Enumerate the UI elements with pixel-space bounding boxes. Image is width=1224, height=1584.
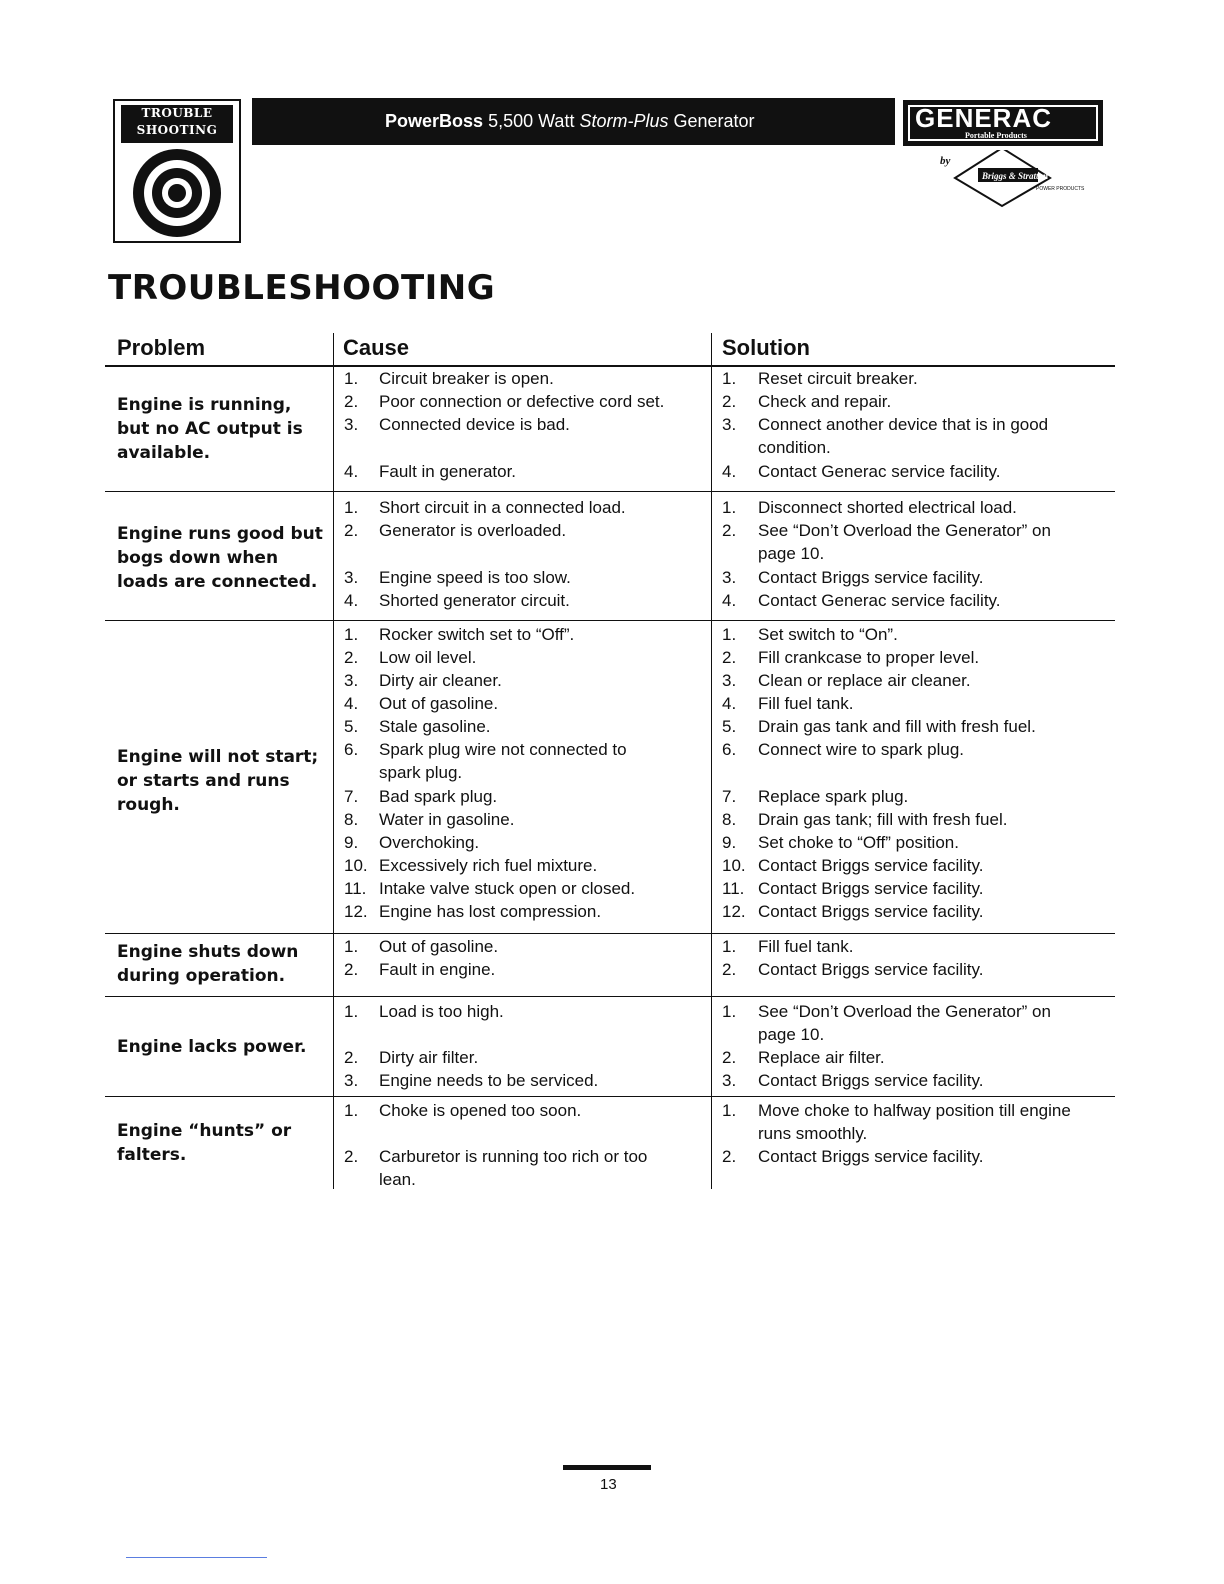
cause-text: lean. — [379, 1170, 416, 1189]
cause-text: Generator is overloaded. — [379, 521, 567, 540]
cause-num: 2. — [344, 648, 359, 667]
cause-text: Low oil level. — [379, 648, 477, 667]
solution-text: Set choke to “Off” position. — [758, 833, 959, 852]
cause-text: Out of gasoline. — [379, 694, 499, 713]
cause-text: Short circuit in a connected load. — [379, 498, 626, 517]
solution-text: page 10. — [758, 544, 825, 563]
solution-num: 2. — [722, 1048, 737, 1067]
solution-num: 1. — [722, 937, 737, 956]
solution-text: Contact Briggs service facility. — [758, 1071, 984, 1090]
solution-num: 9. — [722, 833, 737, 852]
table-row — [105, 367, 1115, 492]
cause-text: Connected device is bad. — [379, 415, 570, 434]
badge-line-1: TROUBLE — [141, 106, 213, 120]
cause-text: Engine speed is too slow. — [379, 568, 571, 587]
cause-num: 11. — [344, 879, 367, 898]
solution-text: Fill crankcase to proper level. — [758, 648, 980, 667]
page-title: TROUBLESHOOTING — [108, 268, 496, 308]
cause-text: Engine has lost compression. — [379, 902, 602, 921]
problem-text: Engine lacks power. — [117, 1037, 307, 1057]
troubleshooting-table — [105, 333, 1115, 1189]
cause-text: Circuit breaker is open. — [379, 369, 554, 388]
solution-text: Drain gas tank; fill with fresh fuel. — [758, 810, 1008, 829]
cause-num: 3. — [344, 415, 359, 434]
table-row — [105, 621, 1115, 934]
title-watt: 5,500 Watt — [488, 111, 575, 131]
solution-num: 8. — [722, 810, 737, 829]
cause-text: Choke is opened too soon. — [379, 1101, 582, 1120]
page-number: 13 — [600, 1476, 617, 1493]
header-cause: Cause — [343, 335, 410, 360]
logo-subtitle: Portable Products — [965, 131, 1027, 140]
logo-word: GENERAC — [915, 103, 1053, 133]
solution-text: runs smoothly. — [758, 1124, 868, 1143]
solution-num: 1. — [722, 1101, 737, 1120]
solution-text: Set switch to “On”. — [758, 625, 898, 644]
cause-num: 6. — [344, 740, 359, 759]
cause-text: Poor connection or defective cord set. — [379, 392, 665, 411]
solution-num: 1. — [722, 369, 737, 388]
solution-num: 1. — [722, 498, 737, 517]
cause-num: 1. — [344, 625, 359, 644]
cause-num: 8. — [344, 810, 359, 829]
cause-text: Excessively rich fuel mixture. — [379, 856, 598, 875]
solution-num: 2. — [722, 392, 737, 411]
badge-line-2: SHOOTING — [136, 123, 218, 137]
briggs-diamond-icon — [940, 150, 1100, 210]
solution-text: Disconnect shorted electrical load. — [758, 498, 1017, 517]
solution-text: Replace air filter. — [758, 1048, 885, 1067]
cause-num: 3. — [344, 671, 359, 690]
table-row — [105, 997, 1115, 1097]
header-solution: Solution — [722, 335, 810, 360]
cause-text: Engine needs to be serviced. — [379, 1071, 599, 1090]
solution-num: 2. — [722, 521, 737, 540]
solution-num: 3. — [722, 1071, 737, 1090]
solution-text: Contact Briggs service facility. — [758, 1147, 984, 1166]
cause-text: Dirty air cleaner. — [379, 671, 502, 690]
problem-text: Engine shuts down during operation. — [117, 942, 299, 986]
cause-num: 3. — [344, 1071, 359, 1090]
solution-num: 10. — [722, 856, 746, 875]
solution-text: See “Don’t Overload the Generator” on — [758, 521, 1051, 540]
solution-text: Connect another device that is in good — [758, 415, 1049, 434]
solution-text: Contact Briggs service facility. — [758, 960, 984, 979]
cause-text: Water in gasoline. — [379, 810, 515, 829]
solution-text: Contact Generac service facility. — [758, 462, 1001, 481]
cause-text: Shorted generator circuit. — [379, 591, 570, 610]
problem-text: Engine runs good but bogs down when loads are connected. — [117, 524, 323, 592]
cause-num: 2. — [344, 960, 359, 979]
table-row — [105, 1097, 1115, 1189]
solution-text: Reset circuit breaker. — [758, 369, 918, 388]
by-text: by — [940, 155, 951, 167]
cause-text: Fault in engine. — [379, 960, 496, 979]
target-icon — [115, 145, 239, 241]
solution-text: Fill fuel tank. — [758, 937, 854, 956]
cause-text: Intake valve stuck open or closed. — [379, 879, 636, 898]
solution-text: Contact Briggs service facility. — [758, 568, 984, 587]
solution-text: Contact Briggs service facility. — [758, 902, 984, 921]
solution-num: 3. — [722, 415, 737, 434]
header-problem: Problem — [117, 335, 206, 360]
cause-num: 4. — [344, 462, 359, 481]
solution-text: Move choke to halfway position till engine — [758, 1101, 1071, 1120]
briggs-text: Briggs & Stratton — [982, 171, 1049, 181]
cause-num: 5. — [344, 717, 359, 736]
solution-num: 1. — [722, 1002, 737, 1021]
cause-text: Fault in generator. — [379, 462, 517, 481]
solution-num: 4. — [722, 462, 737, 481]
cause-text: spark plug. — [379, 763, 463, 782]
cause-num: 10. — [344, 856, 368, 875]
solution-num: 12. — [722, 902, 746, 921]
solution-num: 4. — [722, 694, 737, 713]
cause-num: 1. — [344, 498, 359, 517]
solution-text: page 10. — [758, 1025, 825, 1044]
solution-text: Contact Briggs service facility. — [758, 856, 984, 875]
badge-label — [121, 105, 233, 143]
briggs-logo — [940, 150, 1100, 210]
cause-num: 4. — [344, 694, 359, 713]
cause-num: 2. — [344, 1147, 359, 1166]
cause-num: 1. — [344, 369, 359, 388]
troubleshooting-badge — [113, 99, 241, 243]
cause-text: Load is too high. — [379, 1002, 504, 1021]
solution-num: 2. — [722, 1147, 737, 1166]
cause-num: 2. — [344, 1048, 359, 1067]
solution-num: 4. — [722, 591, 737, 610]
cause-num: 3. — [344, 568, 359, 587]
cause-num: 12. — [344, 902, 368, 921]
solution-text: Contact Generac service facility. — [758, 591, 1001, 610]
table-row — [105, 934, 1115, 997]
title-tail: Generator — [673, 111, 755, 131]
cause-num: 1. — [344, 1101, 359, 1120]
title-brand: PowerBoss — [385, 111, 484, 131]
problem-text: Engine “hunts” or falters. — [117, 1121, 292, 1165]
solution-text: Clean or replace air cleaner. — [758, 671, 971, 690]
solution-text: Connect wire to spark plug. — [758, 740, 964, 759]
solution-num: 2. — [722, 648, 737, 667]
solution-text: Replace spark plug. — [758, 787, 909, 806]
cause-num: 2. — [344, 392, 359, 411]
cause-text: Rocker switch set to “Off”. — [379, 625, 575, 644]
solution-num: 5. — [722, 717, 737, 736]
cause-text: Overchoking. — [379, 833, 480, 852]
solution-num: 3. — [722, 568, 737, 587]
cause-text: Bad spark plug. — [379, 787, 498, 806]
table-row — [105, 492, 1115, 621]
cause-text: Stale gasoline. — [379, 717, 491, 736]
cause-num: 1. — [344, 937, 359, 956]
cause-text: Dirty air filter. — [379, 1048, 479, 1067]
solution-num: 3. — [722, 671, 737, 690]
solution-num: 11. — [722, 879, 745, 898]
solution-text: Check and repair. — [758, 392, 892, 411]
cause-num: 7. — [344, 787, 359, 806]
cause-num: 2. — [344, 521, 359, 540]
cause-num: 4. — [344, 591, 359, 610]
briggs-subtitle: POWER PRODUCTS — [1036, 186, 1085, 192]
cause-text: Out of gasoline. — [379, 937, 499, 956]
cause-num: 9. — [344, 833, 359, 852]
generac-logo — [903, 100, 1103, 146]
solution-num: 7. — [722, 787, 737, 806]
title-bar — [252, 98, 895, 145]
problem-text: Engine is running, but no AC output is available. — [117, 395, 303, 463]
solution-num: 6. — [722, 740, 737, 759]
cause-text: Spark plug wire not connected to — [379, 740, 627, 759]
cause-text: Carburetor is running too rich or too — [379, 1147, 648, 1166]
problem-text: Engine will not start; or starts and runs rough. — [117, 747, 319, 815]
solution-num: 1. — [722, 625, 737, 644]
solution-text: condition. — [758, 438, 831, 457]
solution-num: 2. — [722, 960, 737, 979]
title-model: Storm-Plus — [579, 111, 669, 131]
solution-text: Fill fuel tank. — [758, 694, 854, 713]
cause-num: 1. — [344, 1002, 359, 1021]
table-header — [105, 333, 1115, 367]
solution-text: Contact Briggs service facility. — [758, 879, 984, 898]
page-number-bar — [563, 1465, 651, 1470]
footer-link-line — [126, 1557, 267, 1558]
solution-text: Drain gas tank and fill with fresh fuel. — [758, 717, 1036, 736]
solution-text: See “Don’t Overload the Generator” on — [758, 1002, 1051, 1021]
